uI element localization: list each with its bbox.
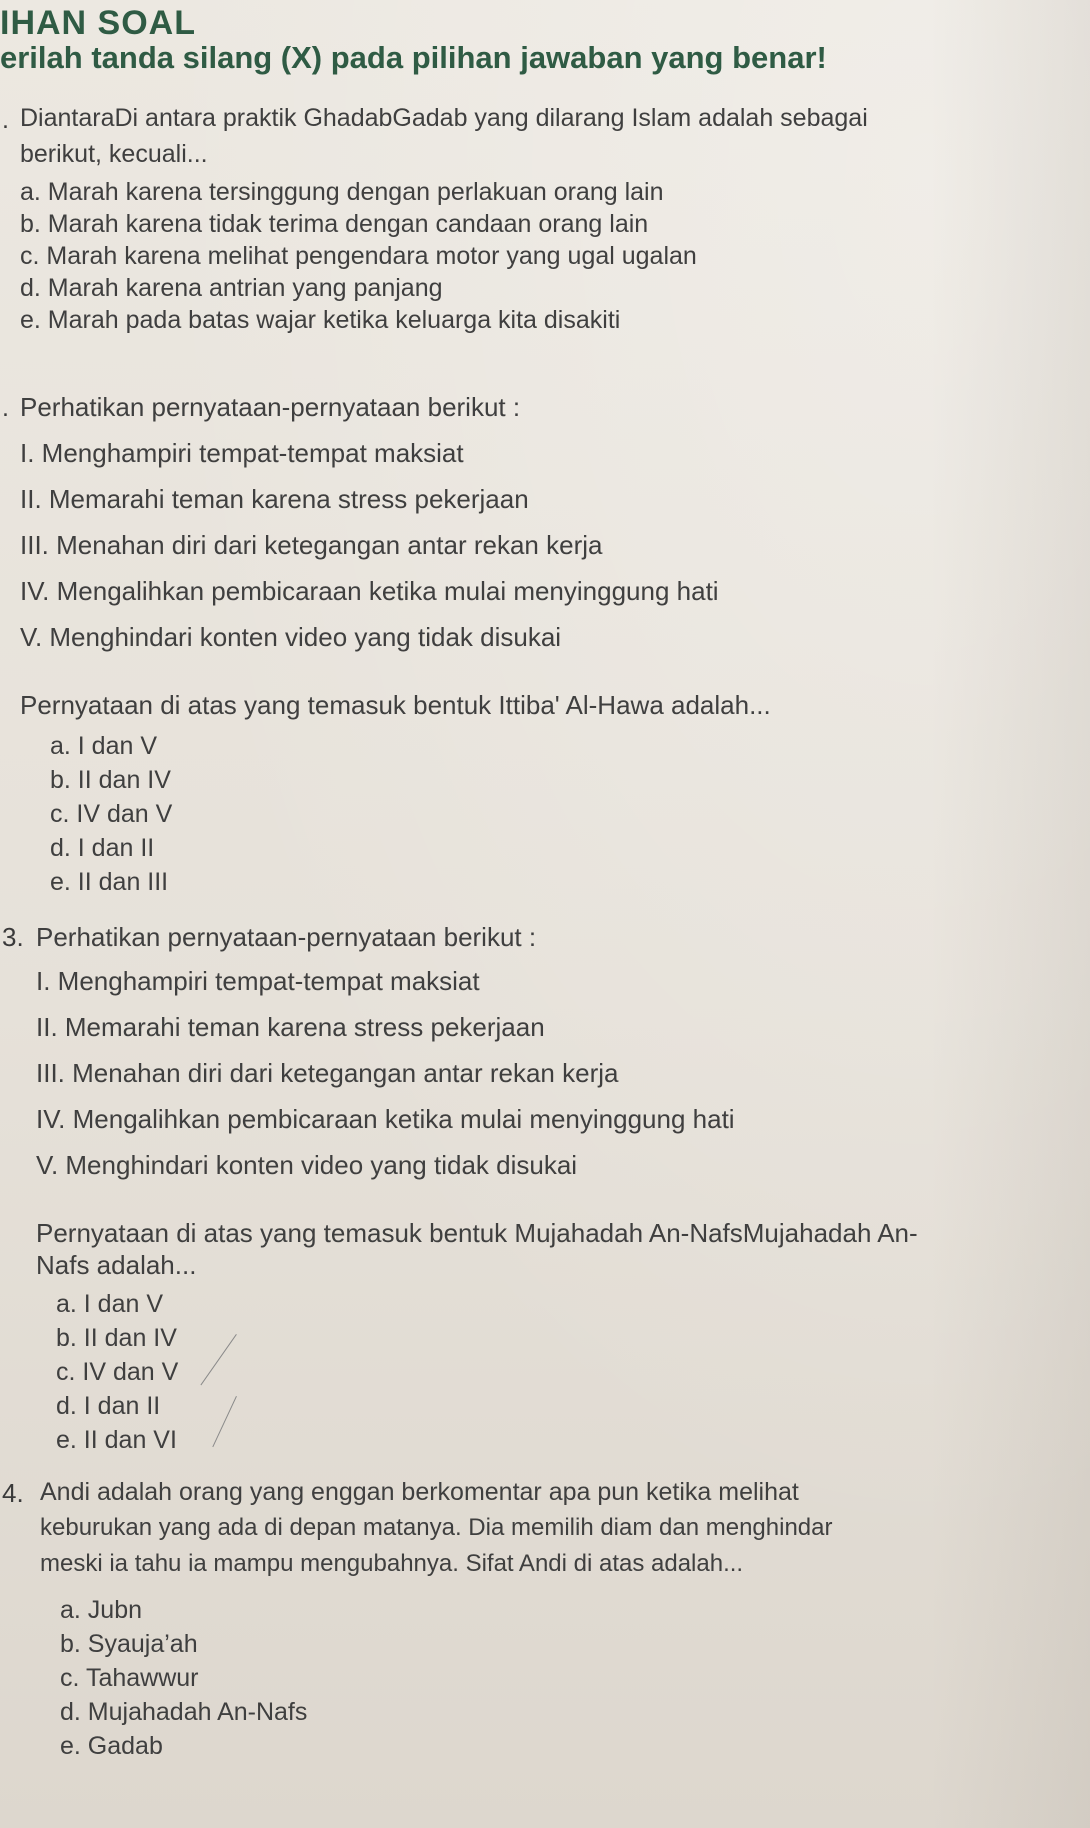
q4-option-c[interactable]: c. Tahawwur <box>60 1664 199 1692</box>
q3-statement-3: III. Menahan diri dari ketegangan antar rekan kerja <box>36 1058 619 1088</box>
page-shadow <box>930 0 1090 1828</box>
q3-statement-1: I. Menghampiri tempat-tempat maksiat <box>36 966 480 996</box>
q2-option-c[interactable]: c. IV dan V <box>50 800 173 828</box>
q1-option-b[interactable]: b. Marah karena tidak terima dengan candaan orang lain <box>20 210 649 238</box>
q3-statement-2: II. Memarahi teman karena stress pekerjaan <box>36 1012 545 1042</box>
q2-statement-4: IV. Mengalihkan pembicaraan ketika mulai menyinggung hati <box>20 576 719 606</box>
q2-option-b[interactable]: b. II dan IV <box>50 766 171 794</box>
q1-stem-line2: berikut, kecuali... <box>20 140 208 168</box>
q3-statement-4: IV. Mengalihkan pembicaraan ketika mulai menyinggung hati <box>36 1104 735 1134</box>
q4-option-a[interactable]: a. Jubn <box>60 1596 143 1624</box>
q1-stem-line1: DiantaraDi antara praktik GhadabGadab yang dilarang Islam adalah sebagai <box>20 104 868 132</box>
q3-option-c[interactable]: c. IV dan V <box>56 1358 179 1386</box>
q2-statement-5: V. Menghindari konten video yang tidak disukai <box>20 622 562 652</box>
q4-option-b[interactable]: b. Syauja’ah <box>60 1630 198 1658</box>
q1-number: . <box>2 106 9 134</box>
section-title: IHAN SOAL <box>0 4 196 42</box>
q2-statement-1: I. Menghampiri tempat-tempat maksiat <box>20 438 464 468</box>
q4-stem-line3: meski ia tahu ia mampu mengubahnya. Sifat Andi di atas adalah... <box>40 1550 744 1577</box>
q3-question-line1: Pernyataan di atas yang temasuk bentuk Mujahadah An-NafsMujahadah An- <box>36 1218 918 1248</box>
q3-statement-5: V. Menghindari konten video yang tidak disukai <box>36 1150 578 1180</box>
q3-question-line2: Nafs adalah... <box>36 1250 197 1280</box>
pen-mark <box>200 1334 236 1385</box>
q4-option-d[interactable]: d. Mujahadah An-Nafs <box>60 1698 308 1726</box>
instruction: erilah tanda silang (X) pada pilihan jawaban yang benar! <box>0 40 827 75</box>
q3-number: 3. <box>2 922 24 952</box>
q2-option-e[interactable]: e. II dan III <box>50 868 169 896</box>
q3-option-a[interactable]: a. I dan V <box>56 1290 164 1318</box>
q3-option-b[interactable]: b. II dan IV <box>56 1324 177 1352</box>
q2-number: . <box>2 394 9 422</box>
q1-option-d[interactable]: d. Marah karena antrian yang panjang <box>20 274 443 302</box>
q4-stem-line2: keburukan yang ada di depan matanya. Dia memilih diam dan menghindar <box>40 1514 833 1541</box>
q1-option-c[interactable]: c. Marah karena melihat pengendara motor yang ugal ugalan <box>20 242 697 270</box>
q2-option-a[interactable]: a. I dan V <box>50 732 158 760</box>
pen-mark <box>212 1396 237 1447</box>
q3-stem: Perhatikan pernyataan-pernyataan berikut : <box>36 922 537 952</box>
q2-statement-2: II. Memarahi teman karena stress pekerjaan <box>20 484 529 514</box>
q3-option-e[interactable]: e. II dan VI <box>56 1426 177 1454</box>
q2-statement-3: III. Menahan diri dari ketegangan antar rekan kerja <box>20 530 603 560</box>
q3-option-d[interactable]: d. I dan II <box>56 1392 161 1420</box>
q2-stem: Perhatikan pernyataan-pernyataan berikut : <box>20 392 521 422</box>
q1-option-e[interactable]: e. Marah pada batas wajar ketika keluarga kita disakiti <box>20 306 621 334</box>
q2-option-d[interactable]: d. I dan II <box>50 834 155 862</box>
q1-option-a[interactable]: a. Marah karena tersinggung dengan perlakuan orang lain <box>20 178 664 206</box>
q4-stem-line1: Andi adalah orang yang enggan berkomentar apa pun ketika melihat <box>40 1478 799 1506</box>
q2-question: Pernyataan di atas yang temasuk bentuk Ittiba' Al-Hawa adalah... <box>20 690 771 720</box>
q4-number: 4. <box>2 1478 24 1508</box>
q4-option-e[interactable]: e. Gadab <box>60 1732 163 1760</box>
